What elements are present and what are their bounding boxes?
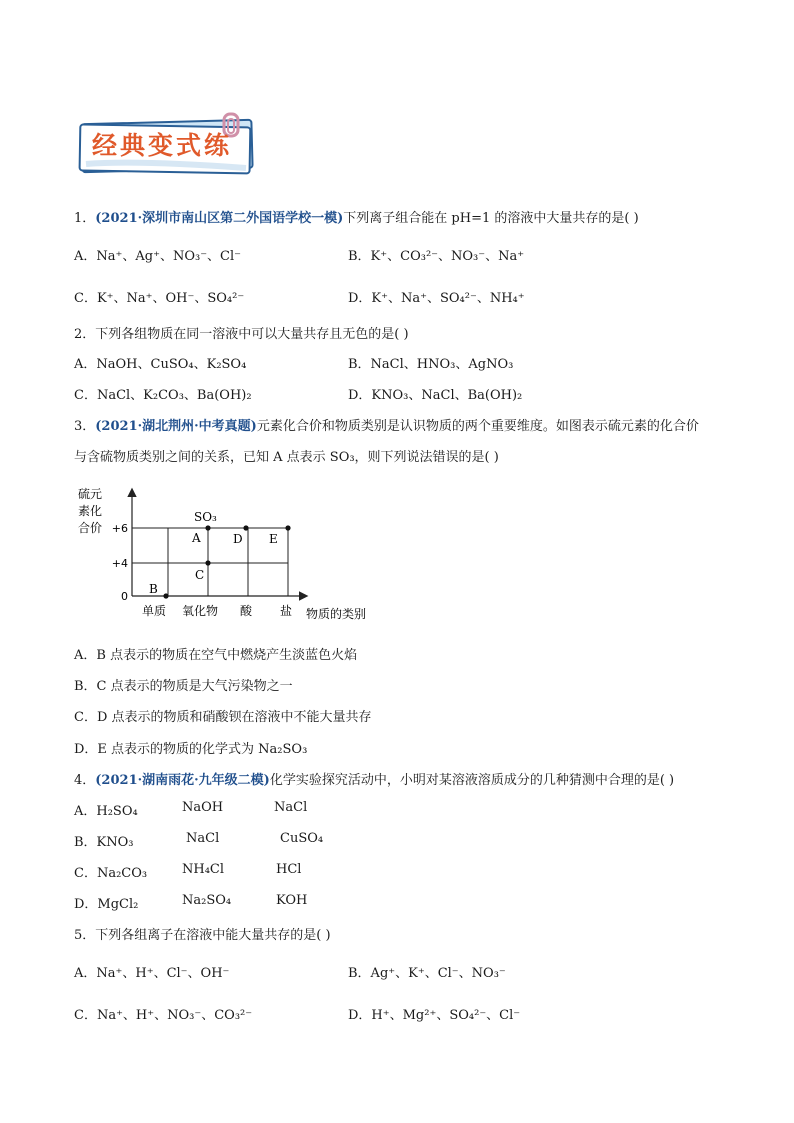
chart-points <box>149 510 291 599</box>
point-label-C: C <box>195 568 205 582</box>
q3-source: (2021·湖北荆州·中考真题) <box>95 419 257 434</box>
point-label-D: D <box>233 532 243 546</box>
annotation-so3: SO₃ <box>194 510 217 524</box>
point-B <box>163 593 168 598</box>
q2-option-b[interactable]: B．NaCl、HNO₃、AgNO₃ <box>348 357 514 372</box>
q3-option-b[interactable]: B．C 点表示的物质是大气污染物之一 <box>74 679 293 694</box>
q4-stem-text: 化学实验探究活动中，小明对某溶液溶质成分的几种猜测中合理的是( ) <box>269 773 675 788</box>
y-tick-label: +4 <box>111 557 128 570</box>
y-tick-label: +6 <box>111 522 128 535</box>
q4-a-item: NaCl <box>274 800 308 815</box>
q4-a-item: A．H₂SO₄ <box>74 804 138 819</box>
q1-option-d[interactable]: D．K⁺、Na⁺、SO₄²⁻、NH₄⁺ <box>348 291 525 306</box>
q1-source: (2021·深圳市南山区第二外国语学校一模) <box>95 211 344 226</box>
q4-d-item: KOH <box>276 893 308 908</box>
valence-chart <box>70 482 390 627</box>
point-C <box>205 560 210 565</box>
q2-option-d[interactable]: D．KNO₃、NaCl、Ba(OH)₂ <box>348 388 523 403</box>
q2-option-c[interactable]: C．NaCl、K₂CO₃、Ba(OH)₂ <box>74 388 252 403</box>
y-tick-label: 0 <box>121 590 128 603</box>
banner-title: 经典变式练 <box>92 131 233 160</box>
x-category-label: 氧化物 <box>181 604 219 618</box>
q4-c-item: NH₄Cl <box>182 862 225 877</box>
point-E <box>285 525 290 530</box>
q1-option-c[interactable]: C．K⁺、Na⁺、OH⁻、SO₄²⁻ <box>74 291 245 306</box>
q4-c-item: HCl <box>276 862 302 877</box>
q4-d-item: D．MgCl₂ <box>74 897 139 912</box>
q3-stem-text1: 元素化合价和物质类别是认识物质的两个重要维度。如图表示硫元素的化合价 <box>256 419 699 434</box>
q2-option-a[interactable]: A．NaOH、CuSO₄、K₂SO₄ <box>74 357 247 372</box>
point-label-E: E <box>269 532 278 546</box>
point-A <box>205 525 210 530</box>
q1-number: 1． <box>74 211 96 226</box>
q3-option-a[interactable]: A．B 点表示的物质在空气中燃烧产生淡蓝色火焰 <box>74 648 358 663</box>
y-axis-label: 硫元 <box>78 487 103 501</box>
x-category-label: 酸 <box>239 604 253 618</box>
q4-number: 4． <box>74 773 96 788</box>
q4-d-item: Na₂SO₄ <box>182 893 232 908</box>
q4-stem <box>74 769 674 788</box>
q4-source: (2021·湖南雨花·九年级二模) <box>95 773 270 788</box>
q3-option-d[interactable]: D．E 点表示的物质的化学式为 Na₂SO₃ <box>74 742 308 757</box>
q4-b-item: NaCl <box>186 831 220 846</box>
q1-option-b[interactable]: B．K⁺、CO₃²⁻、NO₃⁻、Na⁺ <box>348 249 525 264</box>
q5-option-c[interactable]: C．Na⁺、H⁺、NO₃⁻、CO₃²⁻ <box>74 1008 253 1023</box>
q5-stem: 5．下列各组离子在溶液中能大量共存的是( ) <box>74 928 331 943</box>
chart-labels <box>78 486 366 621</box>
q5-option-b[interactable]: B．Ag⁺、K⁺、Cl⁻、NO₃⁻ <box>348 966 506 981</box>
point-label-B: B <box>149 582 158 596</box>
q5-option-d[interactable]: D．H⁺、Mg²⁺、SO₄²⁻、Cl⁻ <box>348 1008 521 1023</box>
q4-a-item: NaOH <box>182 800 224 815</box>
x-category-label: 盐 <box>279 604 293 618</box>
point-label-A: A <box>192 531 201 545</box>
q5-option-a[interactable]: A．Na⁺、H⁺、Cl⁻、OH⁻ <box>74 966 230 981</box>
y-axis-label: 素化 <box>78 504 103 518</box>
q2-stem: 2．下列各组物质在同一溶液中可以大量共存且无色的是( ) <box>74 327 409 342</box>
q4-b-item: CuSO₄ <box>280 831 324 846</box>
point-D <box>243 525 248 530</box>
q1-stem-text: 下列离子组合能在 pH=1 的溶液中大量共存的是( ) <box>343 211 639 226</box>
q3-stem-line1 <box>74 415 699 434</box>
x-category-label: 单质 <box>141 604 167 618</box>
q1-stem <box>74 207 639 226</box>
y-axis-label: 合价 <box>78 521 103 535</box>
q3-stem-line2: 与含硫物质类别之间的关系，已知 A 点表示 SO₃，则下列说法错误的是( ) <box>74 450 499 465</box>
q3-number: 3． <box>74 419 96 434</box>
q3-option-c[interactable]: C．D 点表示的物质和硝酸钡在溶液中不能大量共存 <box>74 710 372 725</box>
q1-option-a[interactable]: A．Na⁺、Ag⁺、NO₃⁻、Cl⁻ <box>74 249 242 264</box>
q4-c-item: C．Na₂CO₃ <box>74 866 148 881</box>
q4-b-item: B．KNO₃ <box>74 835 134 850</box>
x-axis-label: 物质的类别 <box>306 607 367 621</box>
